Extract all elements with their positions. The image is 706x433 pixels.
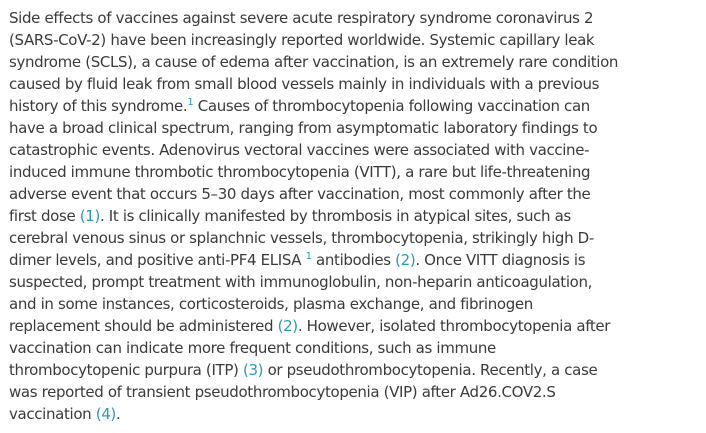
text-segment: Causes of thrombocytopenia following vaccination can [193,97,590,115]
text-line: induced immune thrombotic thrombocytopenia (VITT), a rare but life-threatening [9,163,591,181]
text-line [9,315,696,337]
text-segment: . Once VITT diagnosis is [415,251,586,269]
text-line [9,359,696,381]
text-line: caused by fluid leak from small blood vessels mainly in individuals with a previous [9,75,600,93]
text-segment: or pseudothrombocytopenia. Recently, a case [263,361,598,379]
text-line: and in some instances, corticosteroids, plasma exchange, and fibrinogen [9,295,533,313]
text-line: suspected, prompt treatment with immunoglobulin, non-heparin anticoagulation, [9,273,593,291]
text-segment: replacement should be administered [9,317,278,335]
text-line: cerebral venous sinus or splanchnic vessels, thrombocytopenia, strikingly high D- [9,229,594,247]
footnote-marker[interactable]: 1 [187,97,194,108]
text-segment: . However, isolated thrombocytopenia after [297,317,611,335]
text-segment: thrombocytopenic purpura (ITP) [9,361,243,379]
text-segment: history of this syndrome. [9,97,188,115]
text-line: Side effects of vaccines against severe acute respiratory syndrome coronavirus 2 [9,9,594,27]
text-line: vaccination can indicate more frequent conditions, such as immune [9,339,496,357]
citation-link-3[interactable]: (3) [242,361,264,379]
text-line: adverse event that occurs 5–30 days after vaccination, most commonly after the [9,185,591,203]
citation-link-1[interactable]: (1) [79,207,100,225]
text-line: syndrome (SCLS), a cause of edema after vaccination, is an extremely rare condition [9,53,619,71]
text-line: was reported of transient pseudothrombocytopenia (VIP) after Ad26.COV2.S [9,383,556,401]
text-line [9,403,696,425]
text-line [9,249,696,271]
text-line: have a broad clinical spectrum, ranging from asymptomatic laboratory findings to [9,119,598,137]
body-paragraph [9,7,696,425]
text-segment: dimer levels, and positive anti-PF4 ELISA [9,251,306,269]
text-segment: . [115,405,121,423]
text-line: (SARS-CoV-2) have been increasingly reported worldwide. Systemic capillary leak [9,31,595,49]
citation-link-2[interactable]: (2) [277,317,298,335]
text-segment: first dose [9,207,80,225]
citation-link-2[interactable]: (2) [395,251,416,269]
text-segment: . It is clinically manifested by thrombosis in atypical sites, such as [99,207,571,225]
text-line [9,205,696,227]
text-segment: antibodies [311,251,396,269]
text-line [9,95,696,117]
text-line: catastrophic events. Adenovirus vectoral vaccines were associated with vaccine- [9,141,590,159]
text-segment: vaccination [9,405,96,423]
citation-link-4[interactable]: (4) [95,405,116,423]
footnote-marker[interactable]: 1 [305,251,312,262]
